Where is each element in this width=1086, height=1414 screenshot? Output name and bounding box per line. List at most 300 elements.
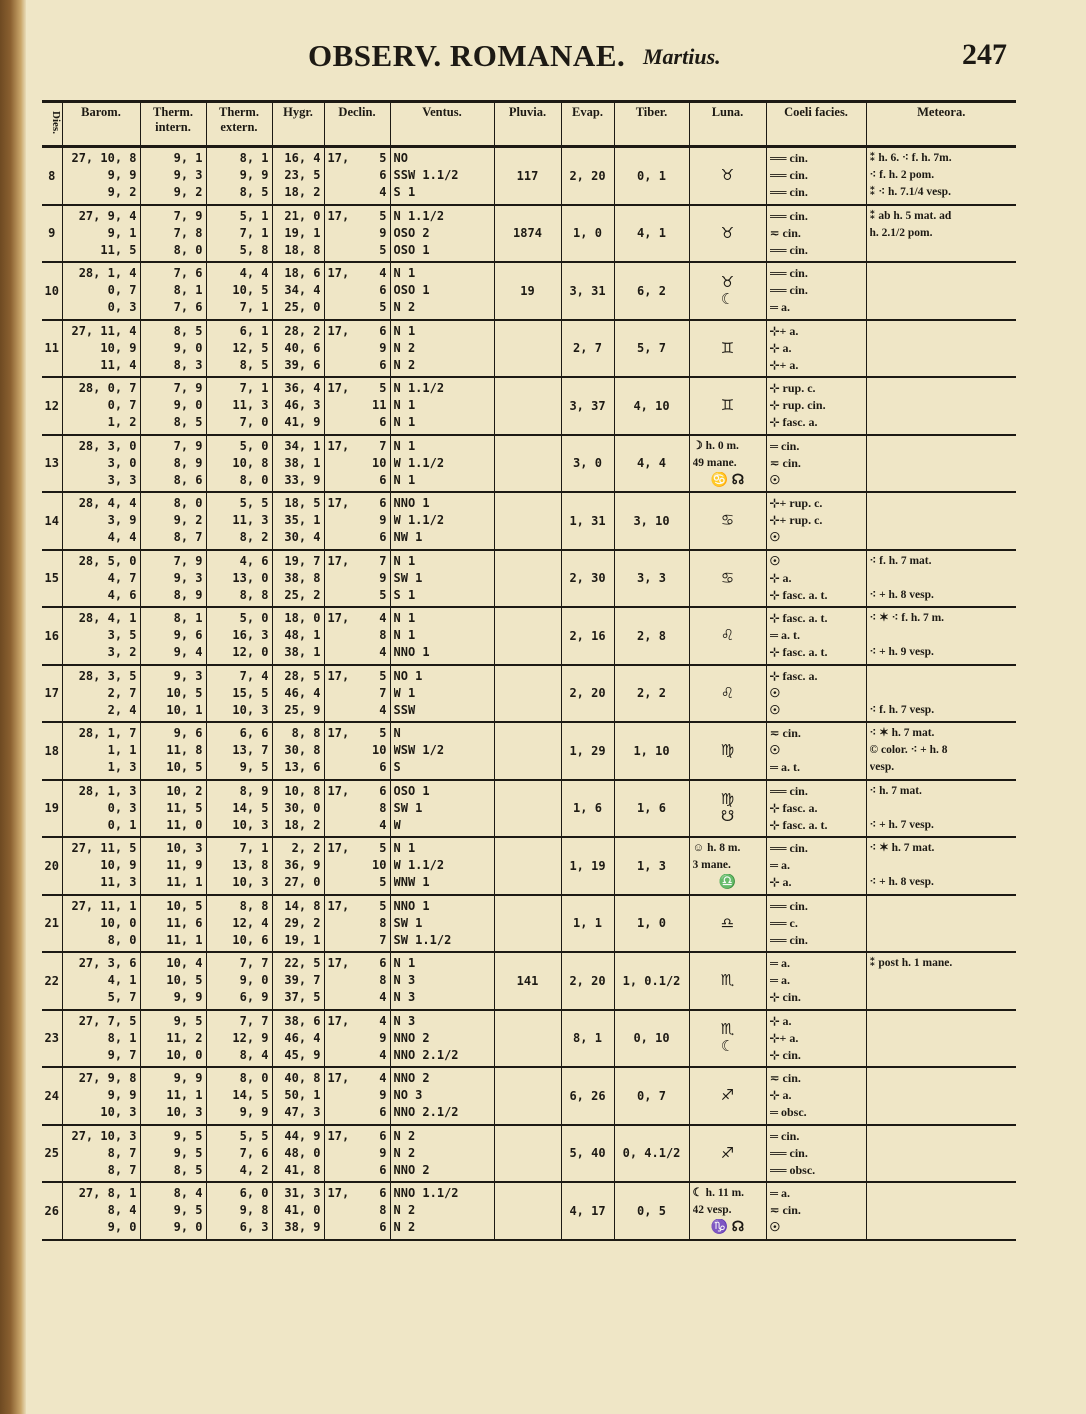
evap-cell: 8, 1 bbox=[561, 1010, 614, 1068]
pluvia-cell bbox=[494, 895, 561, 953]
declin-degree: 17, bbox=[327, 1013, 350, 1028]
pluvia-cell bbox=[494, 320, 561, 378]
hygr-cell bbox=[272, 665, 324, 723]
coeli-value: ⊹ a. bbox=[769, 1013, 792, 1028]
therm-intern-value: 7, 9 bbox=[173, 381, 203, 396]
pluvia-cell bbox=[494, 377, 561, 435]
zodiac-sign-icon: ♉ bbox=[720, 224, 735, 242]
ventus-value: N 1.1/2 bbox=[393, 381, 445, 396]
barom-cell bbox=[62, 665, 140, 723]
therm-intern-cell bbox=[140, 1182, 206, 1240]
coeli-cell bbox=[766, 320, 866, 378]
hygr-value: 30, 8 bbox=[284, 743, 321, 758]
declin-cell bbox=[324, 952, 390, 1010]
day-number: 10 bbox=[44, 283, 59, 298]
barom-value: 28, 1, 3 bbox=[78, 783, 137, 798]
barom-value: 1, 3 bbox=[107, 760, 137, 775]
zodiac-sign-icon: ☋ bbox=[720, 808, 735, 826]
coeli-cell bbox=[766, 895, 866, 953]
ventus-cell bbox=[390, 1067, 494, 1125]
therm-extern-value: 13, 8 bbox=[232, 858, 269, 873]
header-row bbox=[42, 102, 1016, 147]
ventus-value: WNW 1 bbox=[393, 875, 430, 890]
declin-cell bbox=[324, 1067, 390, 1125]
declin-value: 8 bbox=[379, 915, 387, 930]
therm-intern-value: 9, 3 bbox=[173, 168, 203, 183]
zodiac-sign-icon: ♌ bbox=[720, 684, 735, 702]
meteora-cell bbox=[866, 205, 1016, 263]
tiber-cell: 0, 4.1/2 bbox=[614, 1125, 689, 1183]
ventus-value: NNO 1 bbox=[393, 898, 430, 913]
declin-value: 10 bbox=[372, 455, 387, 470]
meteora-cell bbox=[866, 492, 1016, 550]
hygr-value: 18, 2 bbox=[284, 185, 321, 200]
coeli-cell bbox=[766, 1125, 866, 1183]
hygr-value: 27, 0 bbox=[284, 875, 321, 890]
coeli-value: ⊹ fasc. a. t. bbox=[769, 817, 828, 832]
zodiac-sign-icon: ♉ bbox=[720, 167, 735, 185]
coeli-value: ═ a. bbox=[769, 1186, 791, 1201]
ventus-cell bbox=[390, 780, 494, 838]
declin-wrap bbox=[328, 725, 387, 776]
col-therm-extern: Therm. extern. bbox=[206, 102, 272, 147]
hygr-cell bbox=[272, 1182, 324, 1240]
day-cell bbox=[42, 492, 62, 550]
coeli-value: ═ a. bbox=[769, 300, 791, 315]
therm-intern-value: 9, 9 bbox=[173, 990, 203, 1005]
luna-cell bbox=[689, 1010, 766, 1068]
luna-cell bbox=[689, 435, 766, 493]
declin-degree: 17, bbox=[327, 381, 350, 396]
meteora-value bbox=[870, 265, 1014, 282]
book-spine bbox=[0, 0, 26, 1414]
therm-extern-value: 13, 0 bbox=[232, 570, 269, 585]
meteora-value bbox=[870, 1070, 1014, 1087]
declin-value: 6 bbox=[379, 1162, 387, 1177]
therm-extern-value: 4, 6 bbox=[239, 553, 269, 568]
declin-cell bbox=[324, 147, 390, 205]
meteora-value bbox=[870, 1145, 1014, 1162]
hygr-cell bbox=[272, 607, 324, 665]
barom-value: 8, 7 bbox=[107, 1145, 137, 1160]
observation-table-wrap bbox=[42, 100, 1016, 1241]
barom-value: 27, 10, 3 bbox=[71, 1128, 137, 1143]
declin-minutes bbox=[356, 898, 387, 949]
luna-cell bbox=[689, 952, 766, 1010]
zodiac-sign-icon: ♎ bbox=[720, 914, 735, 932]
barom-value: 9, 9 bbox=[107, 1088, 137, 1103]
therm-intern-value: 8, 3 bbox=[173, 357, 203, 372]
declin-degree: 17, bbox=[327, 1128, 350, 1143]
barom-value: 27, 8, 1 bbox=[78, 1186, 137, 1201]
day-cell bbox=[42, 550, 62, 608]
therm-intern-cell bbox=[140, 780, 206, 838]
ventus-cell bbox=[390, 665, 494, 723]
therm-intern-value: 11, 1 bbox=[166, 932, 203, 947]
barom-value: 28, 3, 5 bbox=[78, 668, 137, 683]
hygr-value: 28, 5 bbox=[284, 668, 321, 683]
declin-value: 5 bbox=[379, 151, 387, 166]
pluvia-cell bbox=[494, 435, 561, 493]
zodiac-sign-icon: ♉ bbox=[720, 273, 735, 291]
declin-degree: 17, bbox=[327, 266, 350, 281]
coeli-value: ═ a. bbox=[769, 973, 791, 988]
coeli-value: ═ cin. bbox=[769, 438, 800, 453]
therm-extern-value: 8, 4 bbox=[239, 1047, 269, 1062]
hygr-cell bbox=[272, 895, 324, 953]
evap-cell: 1, 29 bbox=[561, 722, 614, 780]
day-cell bbox=[42, 837, 62, 895]
hygr-value: 39, 6 bbox=[284, 357, 321, 372]
ventus-cell bbox=[390, 320, 494, 378]
hygr-value: 46, 4 bbox=[284, 685, 321, 700]
hygr-cell bbox=[272, 435, 324, 493]
tiber-cell: 1, 3 bbox=[614, 837, 689, 895]
evap-cell: 2, 20 bbox=[561, 952, 614, 1010]
therm-extern-value: 4, 2 bbox=[239, 1162, 269, 1177]
pluvia-cell bbox=[494, 1182, 561, 1240]
therm-extern-cell bbox=[206, 1010, 272, 1068]
ventus-value: OSO 1 bbox=[393, 242, 430, 257]
ventus-value: N 1 bbox=[393, 472, 416, 487]
declin-cell bbox=[324, 435, 390, 493]
declin-wrap bbox=[328, 380, 387, 431]
day-number: 15 bbox=[44, 571, 59, 586]
therm-extern-value: 5, 0 bbox=[239, 438, 269, 453]
hygr-cell bbox=[272, 780, 324, 838]
tiber-cell: 0, 1 bbox=[614, 147, 689, 205]
coeli-cell bbox=[766, 665, 866, 723]
therm-extern-value: 10, 3 bbox=[232, 817, 269, 832]
declin-cell bbox=[324, 550, 390, 608]
therm-extern-value: 6, 9 bbox=[239, 990, 269, 1005]
therm-intern-cell bbox=[140, 895, 206, 953]
col-pluvia: Pluvia. bbox=[494, 102, 561, 147]
therm-extern-value: 5, 0 bbox=[239, 611, 269, 626]
declin-value: 6 bbox=[379, 783, 387, 798]
day-number: 9 bbox=[48, 226, 56, 241]
hygr-value: 19, 7 bbox=[284, 553, 321, 568]
col-declin: Declin. bbox=[324, 102, 390, 147]
therm-intern-value: 11, 5 bbox=[166, 800, 203, 815]
day-cell bbox=[42, 665, 62, 723]
therm-extern-value: 9, 5 bbox=[239, 760, 269, 775]
coeli-cell bbox=[766, 952, 866, 1010]
declin-minutes bbox=[356, 840, 387, 891]
meteora-value bbox=[870, 857, 1014, 874]
declin-value: 10 bbox=[372, 858, 387, 873]
ventus-value: W bbox=[393, 817, 401, 832]
therm-extern-value: 13, 7 bbox=[232, 743, 269, 758]
meteora-value bbox=[870, 1185, 1014, 1202]
evap-cell: 1, 6 bbox=[561, 780, 614, 838]
barom-value: 3, 3 bbox=[107, 472, 137, 487]
table-row bbox=[42, 377, 1016, 435]
therm-intern-cell bbox=[140, 377, 206, 435]
coeli-value: ═ a. bbox=[769, 858, 791, 873]
meteora-value bbox=[870, 1104, 1014, 1121]
col-dies: Dies. bbox=[42, 102, 62, 147]
therm-extern-value: 5, 8 bbox=[239, 242, 269, 257]
hygr-value: 29, 2 bbox=[284, 915, 321, 930]
therm-intern-value: 10, 4 bbox=[166, 956, 203, 971]
coeli-value: ══ c. bbox=[769, 915, 798, 930]
barom-value: 1, 2 bbox=[107, 415, 137, 430]
coeli-value: ⊹ rup. cin. bbox=[769, 398, 826, 413]
meteora-value bbox=[870, 529, 1014, 546]
therm-extern-cell bbox=[206, 492, 272, 550]
day-number: 17 bbox=[44, 686, 59, 701]
therm-extern-value: 12, 9 bbox=[232, 1030, 269, 1045]
barom-value: 4, 4 bbox=[107, 530, 137, 545]
hygr-value: 36, 9 bbox=[284, 858, 321, 873]
hygr-value: 45, 9 bbox=[284, 1047, 321, 1062]
hygr-value: 19, 1 bbox=[284, 932, 321, 947]
coeli-value: ═ a. t. bbox=[769, 760, 800, 775]
therm-extern-value: 7, 1 bbox=[239, 381, 269, 396]
meteora-cell bbox=[866, 837, 1016, 895]
day-cell bbox=[42, 895, 62, 953]
declin-value: 5 bbox=[379, 841, 387, 856]
hygr-cell bbox=[272, 550, 324, 608]
coeli-value: ⊹+ a. bbox=[769, 323, 799, 338]
therm-intern-value: 10, 5 bbox=[166, 760, 203, 775]
barom-value: 10, 9 bbox=[100, 858, 137, 873]
declin-value: 7 bbox=[379, 553, 387, 568]
barom-value: 3, 9 bbox=[107, 513, 137, 528]
luna-note: 49 mane. bbox=[692, 456, 737, 469]
coeli-value: ═ obsc. bbox=[769, 1105, 807, 1120]
declin-value: 11 bbox=[372, 398, 387, 413]
therm-intern-value: 9, 6 bbox=[173, 628, 203, 643]
zodiac-sign-icon: ♏ bbox=[720, 972, 735, 990]
table-row bbox=[42, 147, 1016, 205]
meteora-value bbox=[870, 932, 1014, 949]
ventus-cell bbox=[390, 492, 494, 550]
ventus-value: N 1 bbox=[393, 415, 416, 430]
therm-extern-value: 6, 6 bbox=[239, 726, 269, 741]
meteora-value bbox=[870, 1087, 1014, 1104]
day-cell bbox=[42, 607, 62, 665]
ventus-value: N 1 bbox=[393, 398, 416, 413]
coeli-value: ═ cin. bbox=[769, 1128, 800, 1143]
declin-cell bbox=[324, 665, 390, 723]
declin-value: 4 bbox=[379, 1047, 387, 1062]
ventus-value: SW 1 bbox=[393, 915, 423, 930]
evap-cell: 3, 31 bbox=[561, 262, 614, 320]
therm-intern-value: 9, 0 bbox=[173, 340, 203, 355]
tiber-cell: 4, 10 bbox=[614, 377, 689, 435]
tiber-cell: 0, 5 bbox=[614, 1182, 689, 1240]
therm-extern-cell bbox=[206, 952, 272, 1010]
hygr-cell bbox=[272, 722, 324, 780]
day-cell bbox=[42, 1125, 62, 1183]
day-cell bbox=[42, 147, 62, 205]
barom-value: 27, 9, 8 bbox=[78, 1071, 137, 1086]
therm-intern-cell bbox=[140, 435, 206, 493]
day-cell bbox=[42, 205, 62, 263]
declin-wrap bbox=[328, 1185, 387, 1236]
declin-wrap bbox=[328, 438, 387, 489]
therm-extern-value: 11, 3 bbox=[232, 513, 269, 528]
declin-value: 5 bbox=[379, 726, 387, 741]
barom-value: 27, 10, 8 bbox=[71, 151, 137, 166]
therm-extern-value: 10, 3 bbox=[232, 702, 269, 717]
meteora-value: ⁖ f. h. 7 vesp. bbox=[869, 703, 935, 716]
meteora-cell bbox=[866, 320, 1016, 378]
declin-value: 4 bbox=[379, 702, 387, 717]
ventus-cell bbox=[390, 952, 494, 1010]
ventus-value: N 2 bbox=[393, 1203, 416, 1218]
therm-extern-cell bbox=[206, 550, 272, 608]
luna-cell bbox=[689, 1067, 766, 1125]
hygr-cell bbox=[272, 320, 324, 378]
luna-note: ☾ h. 11 m. bbox=[692, 1187, 745, 1200]
therm-intern-value: 7, 6 bbox=[173, 300, 203, 315]
therm-extern-value: 11, 3 bbox=[232, 398, 269, 413]
coeli-cell bbox=[766, 435, 866, 493]
hygr-value: 41, 9 bbox=[284, 415, 321, 430]
ventus-value: NO bbox=[393, 151, 408, 166]
therm-extern-value: 9, 0 bbox=[239, 973, 269, 988]
declin-minutes bbox=[356, 265, 387, 316]
luna-note: ☽ h. 0 m. bbox=[692, 439, 739, 452]
declin-wrap bbox=[328, 610, 387, 661]
declin-minutes bbox=[356, 1185, 387, 1236]
therm-extern-value: 9, 8 bbox=[239, 1203, 269, 1218]
declin-value: 9 bbox=[379, 340, 387, 355]
meteora-value: ⁖ + h. 9 vesp. bbox=[869, 646, 934, 659]
hygr-cell bbox=[272, 205, 324, 263]
therm-intern-value: 9, 5 bbox=[173, 1128, 203, 1143]
zodiac-sign-icon: ♊ bbox=[720, 397, 735, 415]
day-cell bbox=[42, 377, 62, 435]
zodiac-sign-icon: ♋ ☊ bbox=[710, 472, 745, 488]
ventus-cell bbox=[390, 722, 494, 780]
meteora-value: ⁖ + h. 8 vesp. bbox=[869, 876, 934, 889]
declin-degree: 17, bbox=[327, 496, 350, 511]
table-row bbox=[42, 895, 1016, 953]
ventus-value: N 2 bbox=[393, 1220, 416, 1235]
therm-intern-cell bbox=[140, 550, 206, 608]
coeli-value: ═ a. bbox=[769, 956, 791, 971]
hygr-value: 30, 4 bbox=[284, 530, 321, 545]
declin-value: 6 bbox=[379, 168, 387, 183]
meteora-value bbox=[870, 1013, 1014, 1030]
coeli-value: ≂ cin. bbox=[769, 1071, 801, 1086]
hygr-value: 44, 9 bbox=[284, 1128, 321, 1143]
hygr-value: 48, 0 bbox=[284, 1145, 321, 1160]
therm-extern-value: 14, 5 bbox=[232, 800, 269, 815]
meteora-cell bbox=[866, 665, 1016, 723]
barom-cell bbox=[62, 1125, 140, 1183]
barom-value: 9, 7 bbox=[107, 1047, 137, 1062]
barom-value: 2, 7 bbox=[107, 685, 137, 700]
evap-cell: 1, 1 bbox=[561, 895, 614, 953]
hygr-cell bbox=[272, 147, 324, 205]
ventus-value: W 1.1/2 bbox=[393, 455, 445, 470]
ventus-value: NO 1 bbox=[393, 668, 423, 683]
tiber-cell: 2, 2 bbox=[614, 665, 689, 723]
coeli-cell bbox=[766, 722, 866, 780]
page-number: 247 bbox=[962, 38, 1007, 71]
meteora-value bbox=[870, 242, 1014, 259]
therm-intern-value: 9, 5 bbox=[173, 1013, 203, 1028]
therm-intern-value: 10, 1 bbox=[166, 702, 203, 717]
declin-minutes bbox=[356, 1128, 387, 1179]
ventus-value: NNO 2.1/2 bbox=[393, 1105, 459, 1120]
coeli-value: ═ a. t. bbox=[769, 628, 800, 643]
declin-cell bbox=[324, 1010, 390, 1068]
therm-intern-cell bbox=[140, 952, 206, 1010]
hygr-value: 2, 2 bbox=[291, 841, 321, 856]
ventus-cell bbox=[390, 377, 494, 435]
therm-extern-value: 5, 1 bbox=[239, 208, 269, 223]
col-ventus: Ventus. bbox=[390, 102, 494, 147]
coeli-cell bbox=[766, 147, 866, 205]
therm-extern-value: 7, 4 bbox=[239, 668, 269, 683]
therm-extern-value: 5, 5 bbox=[239, 496, 269, 511]
declin-minutes bbox=[356, 380, 387, 431]
hygr-value: 14, 8 bbox=[284, 898, 321, 913]
therm-extern-value: 8, 0 bbox=[239, 472, 269, 487]
declin-wrap bbox=[328, 150, 387, 201]
declin-value: 5 bbox=[379, 381, 387, 396]
meteora-value bbox=[870, 323, 1014, 340]
declin-cell bbox=[324, 895, 390, 953]
barom-value: 11, 3 bbox=[100, 875, 137, 890]
hygr-cell bbox=[272, 952, 324, 1010]
therm-intern-value: 11, 2 bbox=[166, 1030, 203, 1045]
therm-intern-value: 10, 5 bbox=[166, 973, 203, 988]
therm-intern-value: 8, 1 bbox=[173, 283, 203, 298]
coeli-value: ⊹ fasc. a. bbox=[769, 668, 818, 683]
coeli-value: ☉ bbox=[769, 530, 781, 545]
therm-extern-cell bbox=[206, 1182, 272, 1240]
day-number: 24 bbox=[44, 1088, 59, 1103]
hygr-value: 10, 8 bbox=[284, 783, 321, 798]
therm-intern-cell bbox=[140, 837, 206, 895]
meteora-value bbox=[870, 380, 1014, 397]
hygr-value: 19, 1 bbox=[284, 225, 321, 240]
declin-value: 6 bbox=[379, 472, 387, 487]
declin-minutes bbox=[356, 955, 387, 1006]
luna-cell bbox=[689, 1125, 766, 1183]
barom-value: 0, 7 bbox=[107, 398, 137, 413]
therm-intern-cell bbox=[140, 320, 206, 378]
ventus-value: W 1.1/2 bbox=[393, 858, 445, 873]
coeli-cell bbox=[766, 377, 866, 435]
hygr-value: 50, 1 bbox=[284, 1088, 321, 1103]
barom-value: 3, 5 bbox=[107, 628, 137, 643]
hygr-value: 18, 2 bbox=[284, 817, 321, 832]
coeli-cell bbox=[766, 262, 866, 320]
day-number: 19 bbox=[44, 801, 59, 816]
declin-value: 6 bbox=[379, 1128, 387, 1143]
therm-extern-value: 7, 1 bbox=[239, 841, 269, 856]
meteora-value: ⁖ h. 7 mat. bbox=[869, 784, 922, 797]
col-tiber: Tiber. bbox=[614, 102, 689, 147]
pluvia-cell bbox=[494, 780, 561, 838]
declin-cell bbox=[324, 780, 390, 838]
coeli-value: ══ cin. bbox=[769, 151, 808, 166]
hygr-value: 48, 1 bbox=[284, 628, 321, 643]
therm-extern-value: 12, 5 bbox=[232, 340, 269, 355]
coeli-value: ══ cin. bbox=[769, 208, 808, 223]
meteora-value: ⁖ f. h. 7 mat. bbox=[869, 554, 932, 567]
meteora-cell bbox=[866, 1067, 1016, 1125]
barom-value: 5, 7 bbox=[107, 990, 137, 1005]
